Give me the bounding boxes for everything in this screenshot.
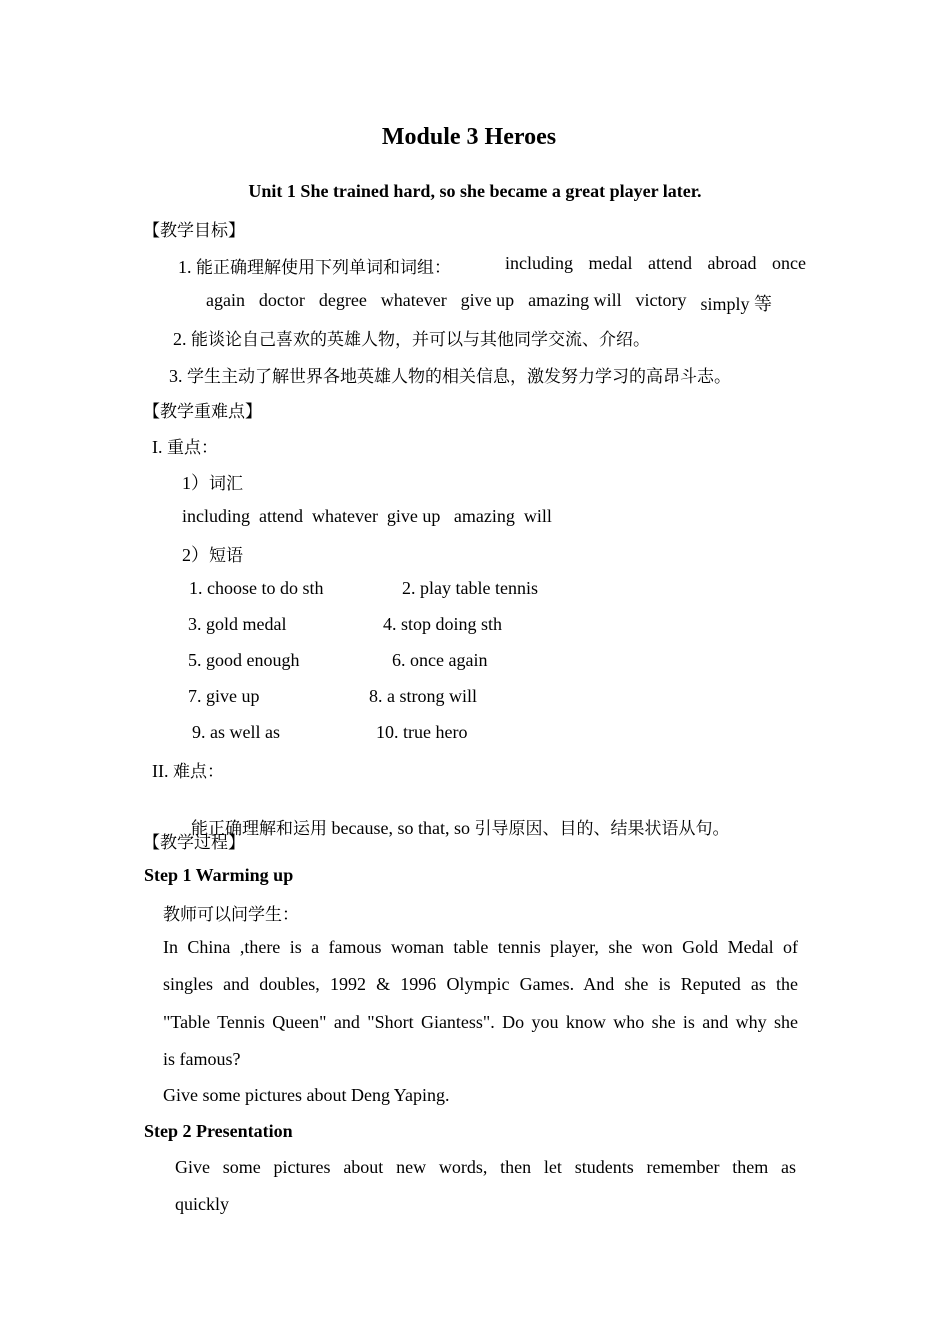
difficulty-text: 难点： — [173, 762, 224, 782]
phrase-item: 8. a strong will — [369, 686, 477, 706]
vocab-number: 1） — [182, 473, 209, 493]
word: degree — [318, 290, 367, 310]
step-1-intro: 教师可以问学生： — [163, 905, 299, 925]
phrase-item: 10. true hero — [376, 722, 468, 742]
step-2-line: Give some pictures about new words, then let students remember them as — [175, 1157, 796, 1177]
page-title: Module 3 Heroes — [381, 124, 557, 150]
word: again — [206, 290, 245, 310]
objective-3-number: 3. — [169, 366, 187, 386]
word: victory — [635, 290, 687, 310]
step-1-paragraph-line: is famous? — [163, 1049, 241, 1069]
vocab-label — [182, 469, 243, 495]
objective-1-words-line2 — [206, 290, 772, 316]
focus-number: I. — [152, 437, 167, 457]
unit-subtitle: Unit 1 She trained hard, so she became a great player later. — [248, 181, 702, 201]
phrases-text: 短语 — [209, 546, 243, 566]
difficulty-label — [152, 757, 224, 782]
objective-item-1 — [178, 253, 451, 278]
vocab-text: 词汇 — [209, 474, 243, 494]
word: abroad — [707, 253, 757, 273]
step-1-paragraph-line: singles and doubles, 1992 & 1996 Olympic Games. And she is Reputed as the — [163, 974, 798, 994]
objective-3-text: 学生主动了解世界各地英雄人物的相关信息，激发努力学习的高昂斗志。 — [187, 367, 731, 387]
process-heading: 【教学过程】 — [143, 833, 245, 853]
word: medal — [588, 253, 633, 273]
key-points-heading: 【教学重难点】 — [143, 402, 262, 422]
vocab-words: including attend whatever give up amazing will — [182, 506, 552, 526]
phrase-item: 2. play table tennis — [402, 578, 538, 598]
phrases-label — [182, 541, 243, 567]
step-1-paragraph-line: "Table Tennis Queen" and "Short Giantess". Do you know who she is and why she — [163, 1012, 798, 1032]
phrase-item: 3. gold medal — [188, 614, 287, 634]
difficulty-content — [182, 793, 729, 839]
phrase-item: 7. give up — [188, 686, 260, 706]
step-2-title: Step 2 Presentation — [144, 1121, 293, 1141]
objective-item-2 — [173, 325, 650, 350]
step-1-title: Step 1 Warming up — [144, 865, 294, 885]
step-1-pictures: Give some pictures about Deng Yaping. — [163, 1085, 450, 1105]
word: whatever — [380, 290, 447, 310]
objectives-heading: 【教学目标】 — [143, 221, 245, 241]
word: give up — [460, 290, 515, 310]
phrase-item: 4. stop doing sth — [383, 614, 503, 634]
difficulty-cjk-2: 引导原因、目的、结果状语从句。 — [474, 819, 730, 839]
phrase-item: 9. as well as — [192, 722, 280, 742]
phrases-number: 2） — [182, 545, 209, 565]
step-1-paragraph-line: In China ,there is a famous woman table tennis player, she won Gold Medal of — [163, 937, 798, 957]
focus-text: 重点： — [167, 438, 218, 458]
objective-item-3 — [169, 362, 731, 387]
difficulty-conjunctions: because, so that, so — [327, 818, 475, 838]
phrase-item: 6. once again — [392, 650, 488, 670]
objective-1-text: 能正确理解使用下列单词和词组： — [196, 258, 451, 278]
word: simply 等 — [700, 294, 772, 314]
objective-2-text: 能谈论自己喜欢的英雄人物，并可以与其他同学交流、介绍。 — [191, 330, 650, 350]
objective-1-number: 1. — [178, 257, 196, 277]
focus-label — [152, 433, 218, 458]
phrase-item: 5. good enough — [188, 650, 300, 670]
objective-2-number: 2. — [173, 329, 191, 349]
difficulty-number: II. — [152, 761, 173, 781]
step-2-line: quickly — [175, 1194, 229, 1214]
word: doctor — [258, 290, 305, 310]
word: amazing will — [528, 290, 622, 310]
word: attend — [648, 253, 692, 273]
difficulty-cjk-1: 能正确理解和运用 — [191, 819, 327, 839]
word: including — [505, 253, 573, 273]
phrase-item: 1. choose to do sth — [189, 578, 324, 598]
objective-1-words-line1 — [505, 253, 806, 274]
word: once — [772, 253, 806, 273]
